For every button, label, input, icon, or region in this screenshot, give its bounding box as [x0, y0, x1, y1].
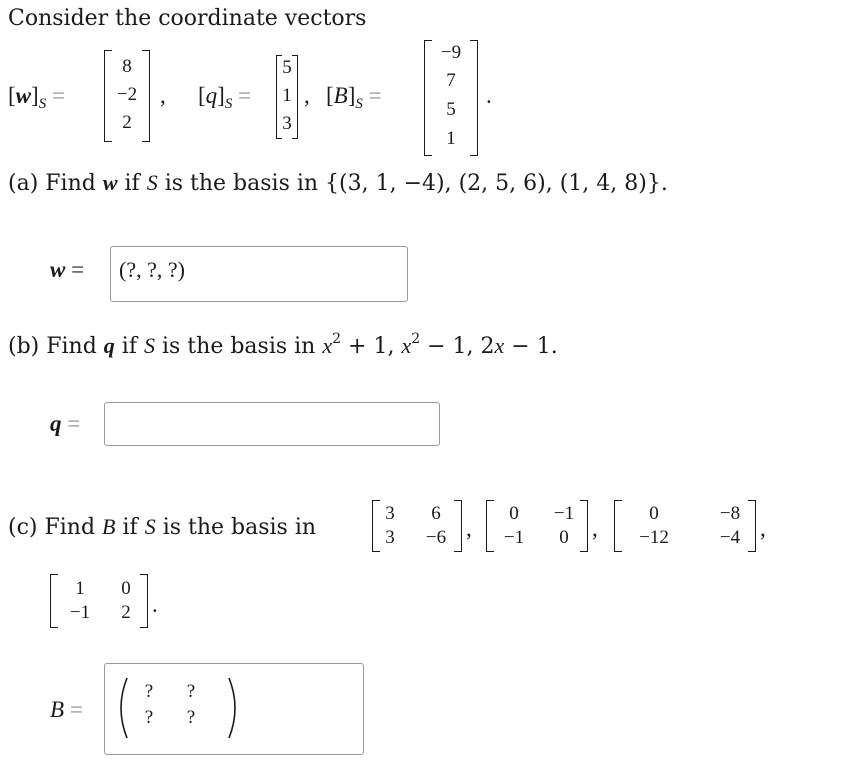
part-c-answer-label: B =: [50, 697, 83, 722]
part-a-answer-field[interactable]: (?, ?, ?): [110, 246, 408, 302]
comma: ,: [160, 83, 166, 108]
comma: ,: [760, 516, 766, 541]
part-b-answer-field[interactable]: [104, 402, 440, 446]
comma: ,: [592, 516, 598, 541]
intro-text: Consider the coordinate vectors: [8, 6, 367, 31]
period: .: [486, 83, 492, 108]
B-coord-label: $[B]_S$ =: [326, 83, 382, 112]
w-coord-label: $[w]_S$ =: [8, 83, 65, 112]
part-a-question: (a) Find w if S is the basis in {(3, 1, −4), (2, 5, 6), (1, 4, 8)}.: [8, 170, 668, 196]
basis-matrix-1: 3 6 3 −6: [372, 500, 462, 552]
q-coord-vector: 5 1 3: [276, 55, 298, 139]
basis-matrix-2: 0 −1 −1 0: [486, 500, 588, 552]
w-coord-vector: 8 −2 2: [104, 50, 150, 142]
part-b-answer-label: q =: [50, 411, 81, 436]
comma: ,: [466, 516, 472, 541]
part-c-answer-field[interactable]: ? ? ? ?: [104, 663, 364, 755]
part-a-answer-label: w =: [50, 257, 85, 282]
period: .: [152, 592, 158, 617]
basis-matrix-4: 1 0 −1 2: [50, 574, 148, 628]
part-b-question: (b) Find q if S is the basis in $x^2 + 1$, $x^2 - 1$, 2x − 1.: [8, 331, 558, 359]
comma: ,: [304, 83, 310, 108]
part-c-question: (c) Find B if S is the basis in: [8, 514, 317, 540]
basis-matrix-3: 0 −8 −12 −4: [614, 500, 756, 552]
B-coord-vector: −9 7 5 1: [424, 40, 478, 156]
q-coord-label: $[q]_S$ =: [198, 83, 252, 112]
